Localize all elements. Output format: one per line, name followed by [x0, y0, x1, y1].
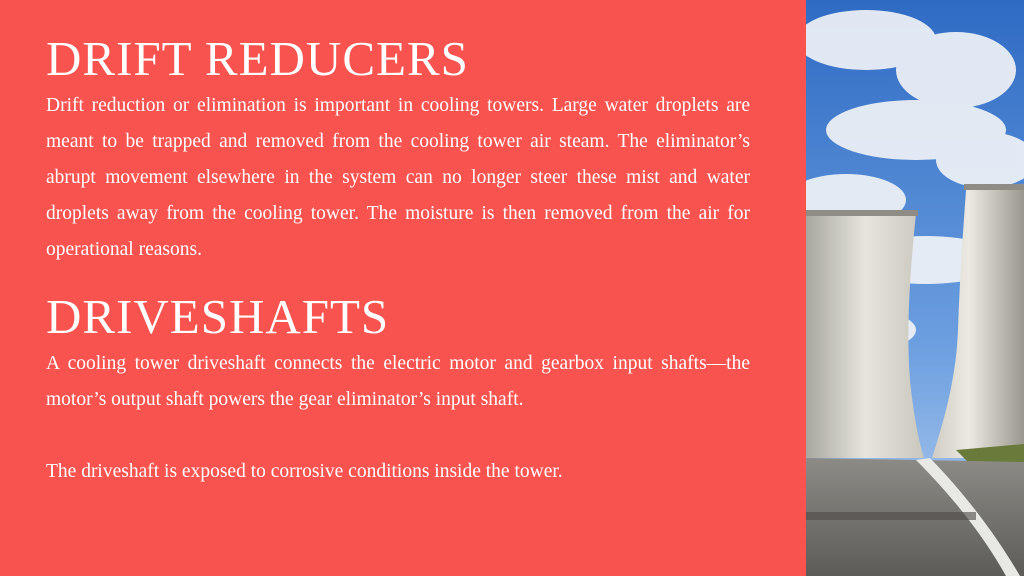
left-tower-rim: [806, 210, 918, 216]
road-joint: [806, 512, 976, 520]
paragraph-driveshafts: A cooling tower driveshaft connects the electric motor and gearbox input shafts—the motor’s output shaft powers the gear eliminator’s input shaft.: [46, 353, 750, 410]
right-tower-rim: [964, 184, 1024, 190]
left-cooling-tower: [806, 214, 924, 458]
cooling-tower-photo: [806, 0, 1024, 576]
paragraph-drift-reducers: Drift reduction or elimination is important in cooling towers. Large water droplets are meant to be trapped and removed from the cooling tower air steam. The eliminator’s abrupt movement elsewhere in the system can no longer steer these mist and water droplets away from the cooling tower. The moisture is then removed from the air for operational reasons.: [46, 95, 750, 260]
slide-content: [46, 30, 750, 490]
paragraph-corrosion: The driveshaft is exposed to corrosive conditions inside the tower.: [46, 461, 563, 482]
cooling-tower-illustration: [806, 0, 1024, 576]
heading-driveshafts: DRIVESHAFTS: [46, 289, 390, 344]
heading-drift-reducers: DRIFT REDUCERS: [46, 31, 469, 86]
